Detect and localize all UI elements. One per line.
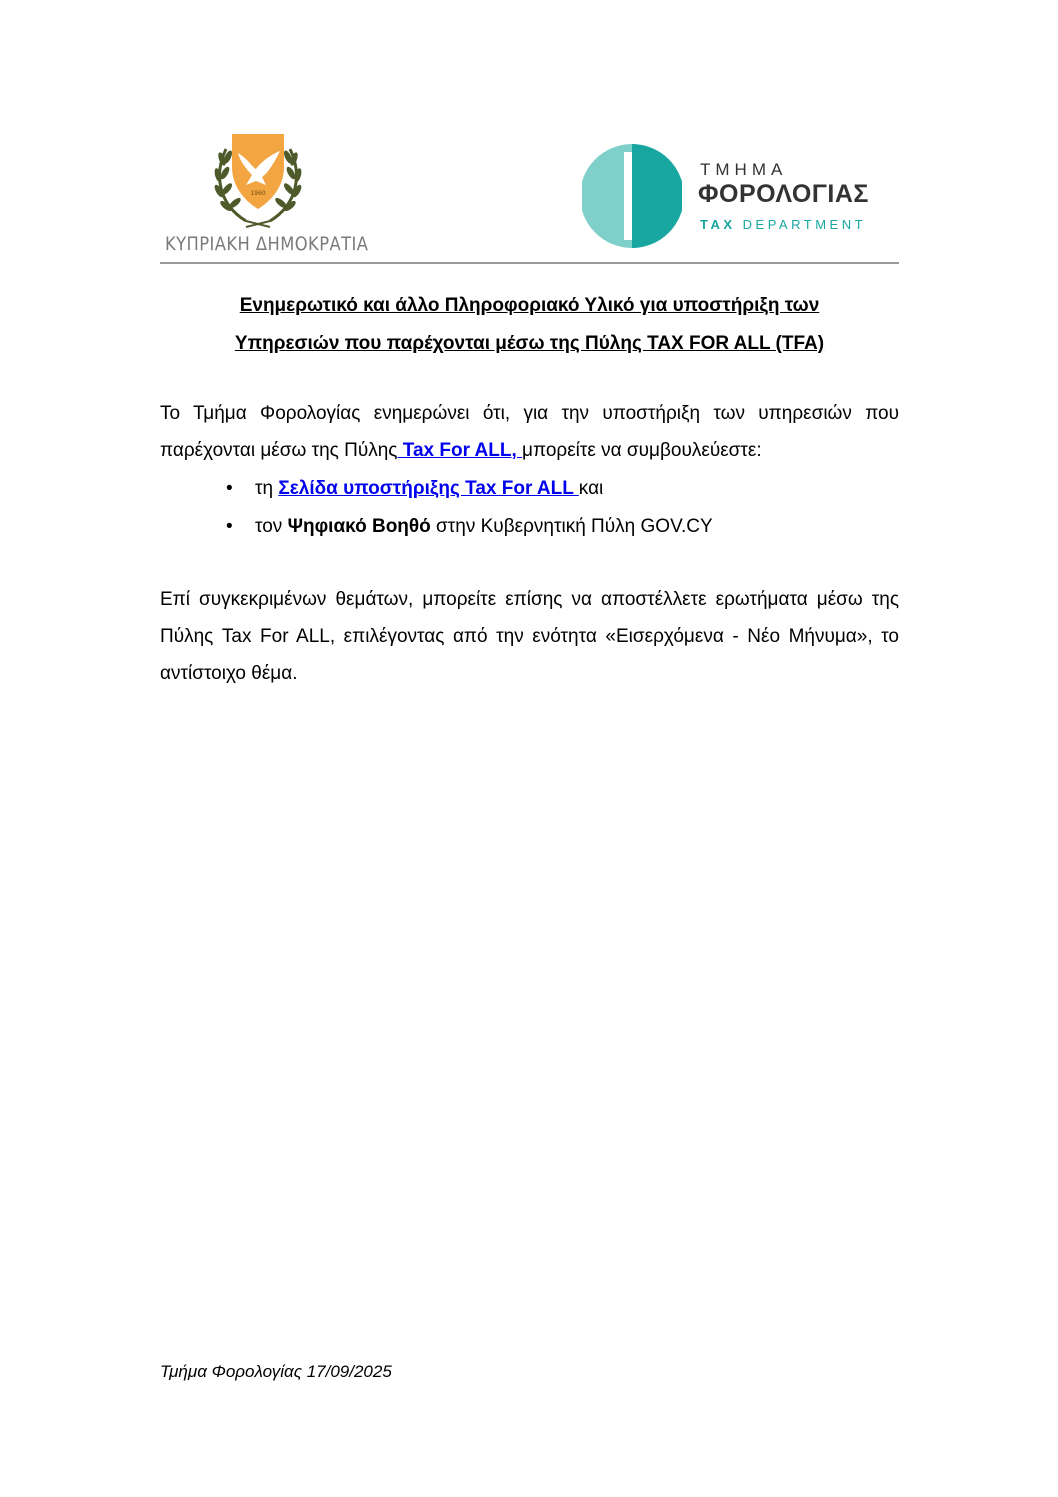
header-divider — [160, 262, 899, 264]
footer-text: Τμήμα Φορολογίας 17/09/2025 — [160, 1362, 392, 1381]
bullet-text: τον — [255, 516, 288, 537]
list-item — [160, 508, 899, 546]
tax-department-logo — [582, 142, 902, 252]
support-page-link[interactable]: Σελίδα υποστήριξης Tax For ALL — [278, 478, 579, 499]
bullet-list — [160, 470, 899, 546]
coat-of-arms-text: ΚΥΠΡΙΑΚΗ ΔΗΜΟΚΡΑΤΙΑ — [165, 233, 369, 255]
coat-of-arms-year: 1960 — [250, 190, 266, 197]
bullet-text-end: και — [578, 478, 604, 499]
bullet-text: τη — [255, 478, 279, 499]
body-paragraph: Επί συγκεκριμένων θεμάτων, μπορείτε επίσης να αποστέλλετε ερωτήματα μέσω της Πύλης Tax For ALL, επιλέγοντας από την ενότητα «Εισερχόμενα - Νέο Μήνυμα», το αντίστοιχο θέμα. — [160, 589, 899, 684]
digital-assistant-text: Ψηφιακό Βοηθό — [287, 516, 431, 537]
tax-logo-department-word: DEPARTMENT — [742, 217, 867, 232]
tax-logo-line1: ΤΜΗΜΑ — [700, 160, 788, 179]
bullet-icon: • — [226, 516, 233, 537]
bullet-text-end: στην Κυβερνητική Πύλη GOV.CY — [430, 516, 713, 537]
tax-logo-line3 — [700, 217, 866, 232]
intro-text: Το Τμήμα Φορολογίας ενημερώνει ότι, για την υποστήριξη των υπηρεσιών που παρέχονται μέσω της Πύλης — [160, 403, 899, 461]
tax-for-all-link[interactable]: Tax For ALL, — [397, 440, 523, 461]
intro-text-end: μπορείτε να συμβουλεύεστε: — [522, 440, 762, 461]
intro-paragraph — [160, 395, 899, 469]
tax-logo-icon — [582, 142, 682, 252]
list-item — [160, 470, 899, 508]
bullet-icon: • — [226, 478, 233, 499]
coat-of-arms-icon — [208, 129, 308, 239]
coat-of-arms-logo — [160, 125, 369, 260]
page-header — [160, 125, 899, 265]
tax-logo-tax-word: TAX — [700, 217, 736, 232]
document-title — [160, 287, 899, 363]
title-line-1: Ενημερωτικό και άλλο Πληροφοριακό Υλικό για υποστήριξη των — [239, 295, 820, 316]
title-line-2: Υπηρεσιών που παρέχονται μέσω της Πύλης TAX FOR ALL (TFA) — [234, 333, 825, 354]
tax-logo-line2: ΦΟΡΟΛΟΓΙΑΣ — [698, 180, 869, 208]
